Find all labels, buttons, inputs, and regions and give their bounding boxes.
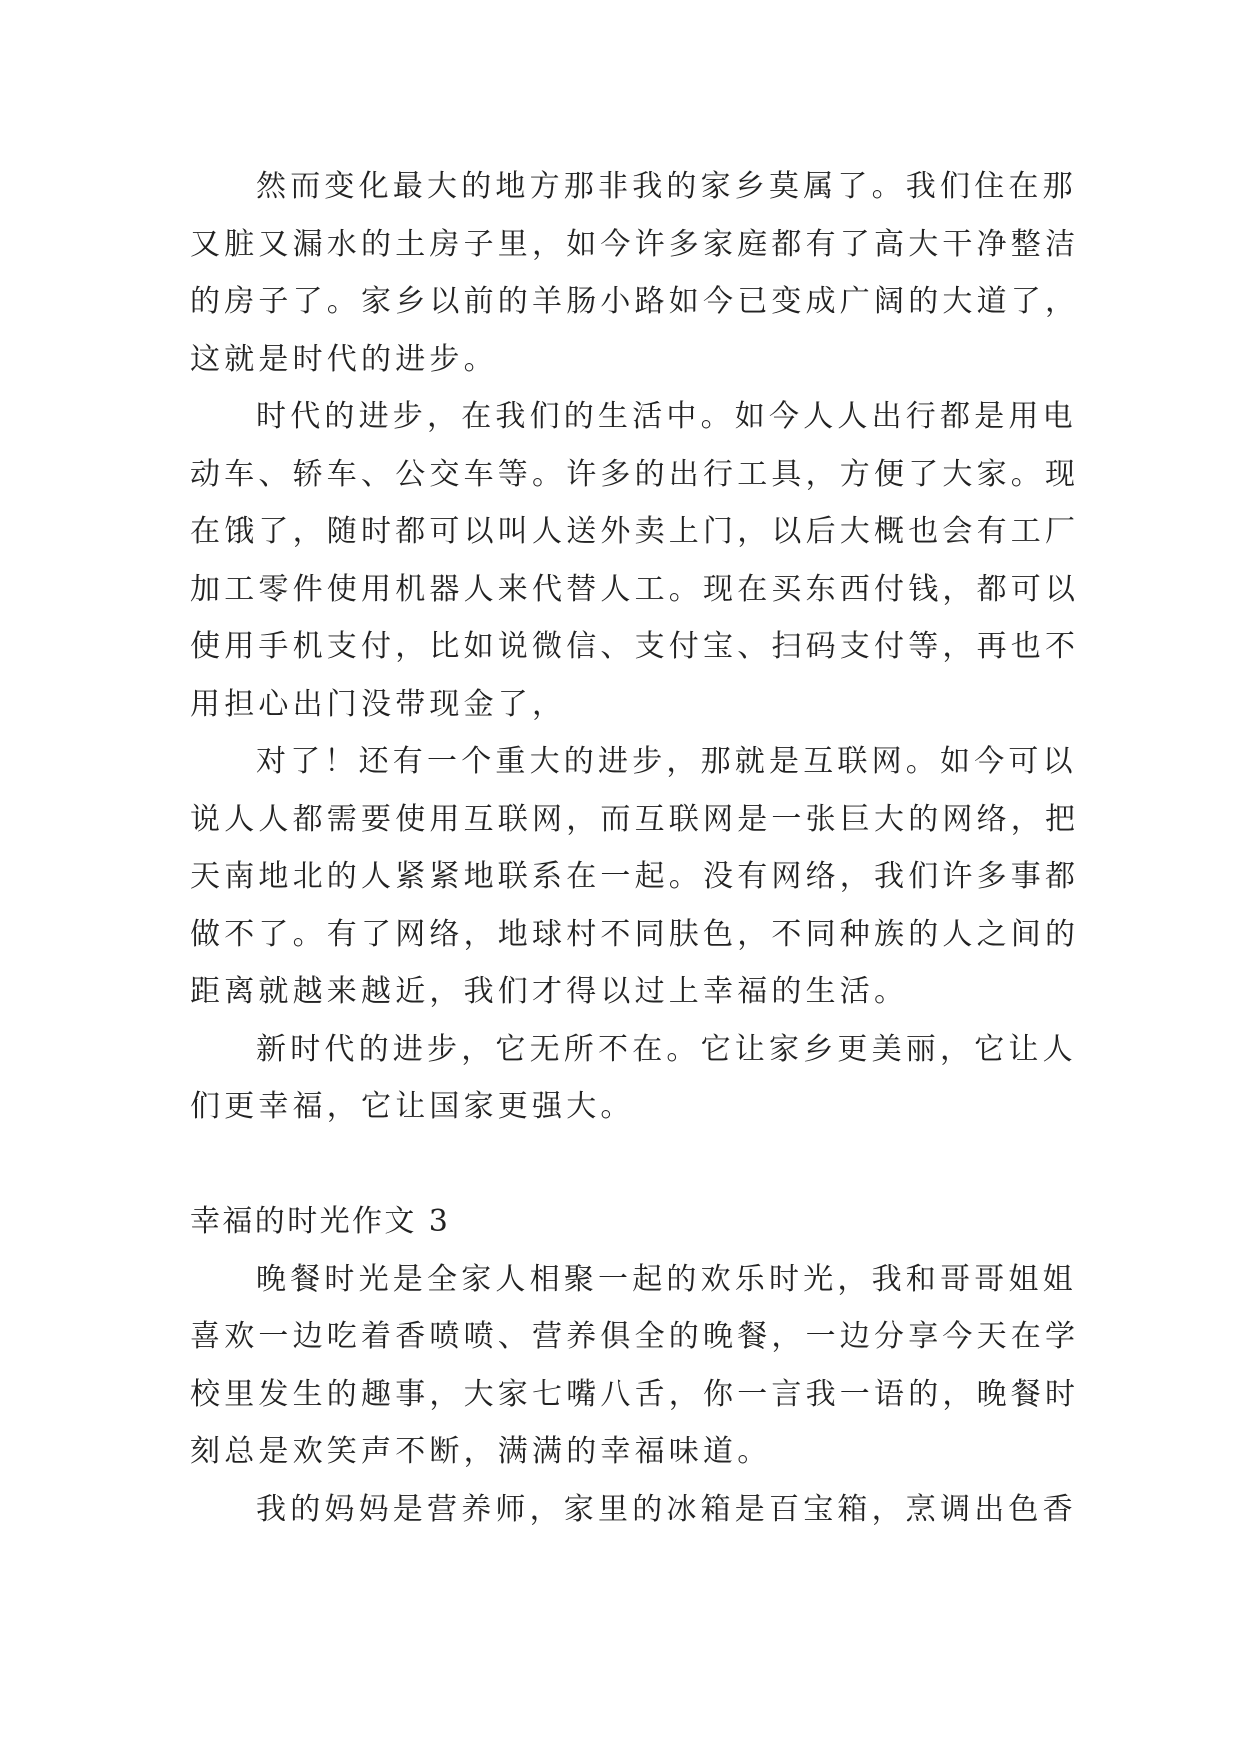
text-line: 做不了。有了网络，地球村不同肤色，不同种族的人之间的 <box>190 916 1080 952</box>
text-line: 加工零件使用机器人来代替人工。现在买东西付钱，都可以 <box>190 571 1080 607</box>
paragraph <box>190 733 1080 1021</box>
text-line: 用担心出门没带现金了， <box>190 686 567 722</box>
paragraph <box>190 158 1080 388</box>
document-body <box>190 158 1080 1538</box>
text-line: 时代的进步，在我们的生活中。如今人人出行都是用电 <box>256 399 1077 434</box>
text-line: 然而变化最大的地方那非我的家乡莫属了。我们住在那 <box>256 169 1077 204</box>
text-line: 天南地北的人紧紧地联系在一起。没有网络，我们许多事都 <box>190 859 1080 894</box>
text-line: 们更幸福，它让国家更强大。 <box>190 1089 635 1124</box>
section-title: 幸福的时光作文 3 <box>190 1204 451 1239</box>
text-line: 距离就越来越近，我们才得以过上幸福的生活。 <box>190 974 909 1009</box>
text-line: 刻总是欢笑声不断，满满的幸福味道。 <box>190 1434 772 1469</box>
text-line: 对了！还有一个重大的进步，那就是互联网。如今可以 <box>256 744 1077 779</box>
paragraph-gap <box>190 1136 1050 1194</box>
text-line: 使用手机支付，比如说微信、支付宝、扫码支付等，再也不 <box>190 629 1080 664</box>
paragraph <box>190 1481 1077 1539</box>
paragraph <box>190 1021 1077 1136</box>
text-line: 的房子了。家乡以前的羊肠小路如今已变成广阔的大道了， <box>190 284 1080 319</box>
text-line: 晚餐时光是全家人相聚一起的欢乐时光，我和哥哥姐姐 <box>256 1261 1077 1297</box>
paragraph <box>190 388 1080 733</box>
text-line: 又脏又漏水的土房子里，如今许多家庭都有了高大干净整洁 <box>190 226 1080 262</box>
text-line: 在饿了，随时都可以叫人送外卖上门，以后大概也会有工厂 <box>190 514 1080 549</box>
text-line: 新时代的进步，它无所不在。它让家乡更美丽，它让人 <box>256 1031 1077 1067</box>
text-line: 动车、轿车、公交车等。许多的出行工具，方便了大家。现 <box>190 456 1080 492</box>
text-line: 我的妈妈是营养师，家里的冰箱是百宝箱，烹调出色香 <box>256 1491 1077 1527</box>
text-line: 这就是时代的进步。 <box>190 341 498 377</box>
paragraph <box>190 1251 1080 1481</box>
text-line: 校里发生的趣事，大家七嘴八舌，你一言我一语的，晚餐时 <box>190 1376 1080 1412</box>
text-line: 喜欢一边吃着香喷喷、营养俱全的晚餐，一边分享今天在学 <box>190 1319 1080 1354</box>
text-line: 说人人都需要使用互联网，而互联网是一张巨大的网络，把 <box>190 801 1080 837</box>
